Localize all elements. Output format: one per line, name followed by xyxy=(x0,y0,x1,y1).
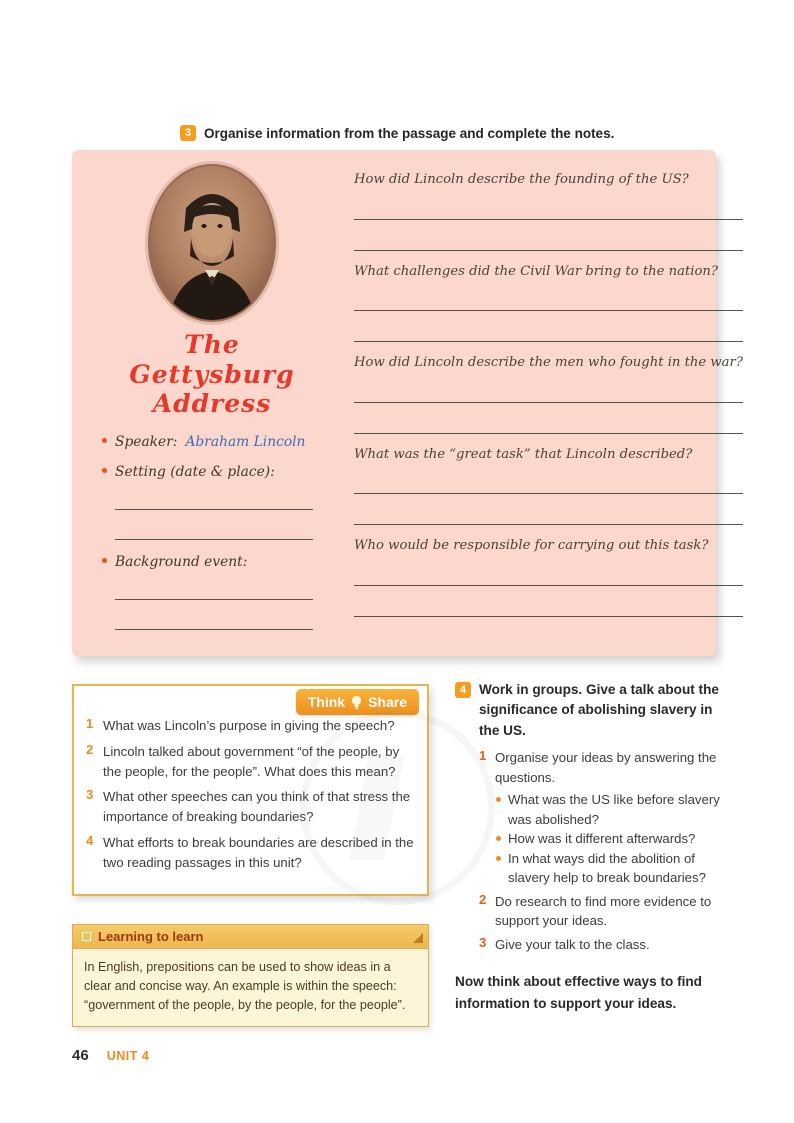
answer-blank-line xyxy=(354,220,743,251)
bullet-icon xyxy=(496,836,501,841)
page-number: 46 xyxy=(72,1047,89,1064)
bullet-icon xyxy=(496,797,501,802)
background-event-label: Background event: xyxy=(115,553,248,570)
speaker-label: Speaker: xyxy=(115,433,178,450)
activity-4-closing-note: Now think about effective ways to find information to support your ideas. xyxy=(455,974,702,1011)
think-share-tab xyxy=(296,689,419,715)
lincoln-portrait-image xyxy=(150,166,274,320)
item-text: What was Lincoln’s purpose in giving the speech? xyxy=(103,718,395,733)
step-text: Do research to find more evidence to support your ideas. xyxy=(495,893,712,929)
item-number: 1 xyxy=(86,716,94,731)
bullet-icon xyxy=(102,468,107,473)
background-blank-line xyxy=(115,570,313,600)
activity-4-number-badge: 4 xyxy=(455,682,471,698)
step-number: 3 xyxy=(479,934,487,950)
setting-blank-line xyxy=(115,510,313,540)
answer-blank-line xyxy=(354,555,743,586)
think-share-box xyxy=(72,684,429,896)
answer-blank-line xyxy=(354,189,743,220)
unit-label: UNIT 4 xyxy=(106,1049,150,1063)
activity-3-number-badge: 3 xyxy=(180,125,196,141)
step-item xyxy=(479,935,727,955)
think-share-item xyxy=(86,742,414,782)
question-block xyxy=(354,447,743,526)
step-text: Organise your ideas by answering the questions. xyxy=(495,750,717,785)
activity-4-steps xyxy=(479,748,727,954)
notes-panel xyxy=(72,150,743,656)
think-share-list xyxy=(86,716,414,873)
answer-blank-line xyxy=(354,586,743,617)
step-item xyxy=(479,892,727,931)
question-block xyxy=(354,172,743,251)
activity-4-instruction: Work in groups. Give a talk about the significance of abolishing slavery in the US. xyxy=(479,682,719,738)
question-block xyxy=(354,355,743,434)
notes-title-line-3: Address xyxy=(152,389,272,418)
item-text: Lincoln talked about government “of the people, by the people, for the people”. What does this mean? xyxy=(103,743,400,779)
item-number: 3 xyxy=(86,787,94,803)
notes-questions-column xyxy=(336,164,743,640)
answer-blank-line xyxy=(354,311,743,342)
activity-3-header xyxy=(180,125,614,141)
question-text: What was the “great task” that Lincoln described? xyxy=(354,446,693,462)
think-share-item xyxy=(86,833,414,873)
bullet-text: How was it different afterwards? xyxy=(508,831,696,847)
lincoln-portrait xyxy=(148,164,276,322)
notes-title xyxy=(129,330,294,419)
answer-blank-line xyxy=(354,463,743,494)
bullet-item xyxy=(496,829,727,849)
learning-to-learn-body: In English, prepositions can be used to show ideas in a clear and concise way. An example is within the speech: “government of the people, by the people, for the people”. xyxy=(84,960,406,1013)
setting-blank-line xyxy=(115,480,313,510)
think-share-item xyxy=(86,716,414,736)
step-number: 1 xyxy=(479,748,487,764)
bullet-icon xyxy=(496,856,501,861)
bullet-icon xyxy=(102,438,107,443)
notes-left-column xyxy=(88,164,336,640)
item-number: 4 xyxy=(86,832,94,848)
step-item xyxy=(479,748,727,888)
question-text: Who would be responsible for carrying out this task? xyxy=(354,538,709,553)
background-blank-line xyxy=(115,600,313,630)
background-event-field xyxy=(102,554,336,630)
question-text: What challenges did the Civil War bring to the nation? xyxy=(354,263,719,279)
activity-3-instruction: Organise information from the passage and complete the notes. xyxy=(204,125,615,141)
step-text: Give your talk to the class. xyxy=(495,936,650,952)
question-block xyxy=(354,538,743,617)
notes-title-line-2: Gettysburg xyxy=(129,359,295,389)
item-text: What efforts to break boundaries are described in the two reading passages in this unit? xyxy=(103,834,414,870)
item-text: What other speeches can you think of that stress the importance of breaking boundaries? xyxy=(103,789,411,825)
bullet-item xyxy=(496,790,727,829)
question-block xyxy=(354,264,743,343)
question-text: How did Lincoln describe the men who fought in the war? xyxy=(354,355,743,370)
speaker-value: Abraham Lincoln xyxy=(185,433,306,450)
answer-blank-line xyxy=(354,372,743,403)
setting-field xyxy=(102,464,336,540)
learning-to-learn-box xyxy=(72,924,429,1027)
step-bullets xyxy=(496,790,727,888)
notes-fields xyxy=(88,434,336,630)
bullet-icon xyxy=(102,558,107,563)
answer-blank-line xyxy=(354,403,743,434)
learning-to-learn-title: Learning to learn xyxy=(98,929,204,944)
bullet-text: What was the US like before slavery was abolished? xyxy=(508,792,720,827)
page-footer xyxy=(72,1047,149,1064)
lightbulb-icon xyxy=(350,695,363,710)
notes-title-line-1: The xyxy=(184,330,240,359)
item-number: 2 xyxy=(86,741,94,757)
activity-4 xyxy=(455,680,727,1014)
bullet-item xyxy=(496,849,727,888)
share-label: Share xyxy=(368,694,407,710)
answer-blank-line xyxy=(354,280,743,311)
think-label: Think xyxy=(307,694,346,710)
square-icon xyxy=(82,932,91,941)
corner-triangle-icon xyxy=(413,933,423,943)
speaker-field xyxy=(102,434,336,450)
answer-blank-line xyxy=(354,494,743,525)
setting-label: Setting (date & place): xyxy=(115,463,275,480)
question-text: How did Lincoln describe the founding of the US? xyxy=(354,172,689,187)
think-share-item xyxy=(86,787,414,827)
step-number: 2 xyxy=(479,891,487,907)
learning-to-learn-header xyxy=(73,925,428,949)
activity-4-header xyxy=(455,680,727,741)
bullet-text: In what ways did the abolition of slavery help to break boundaries? xyxy=(508,850,706,886)
